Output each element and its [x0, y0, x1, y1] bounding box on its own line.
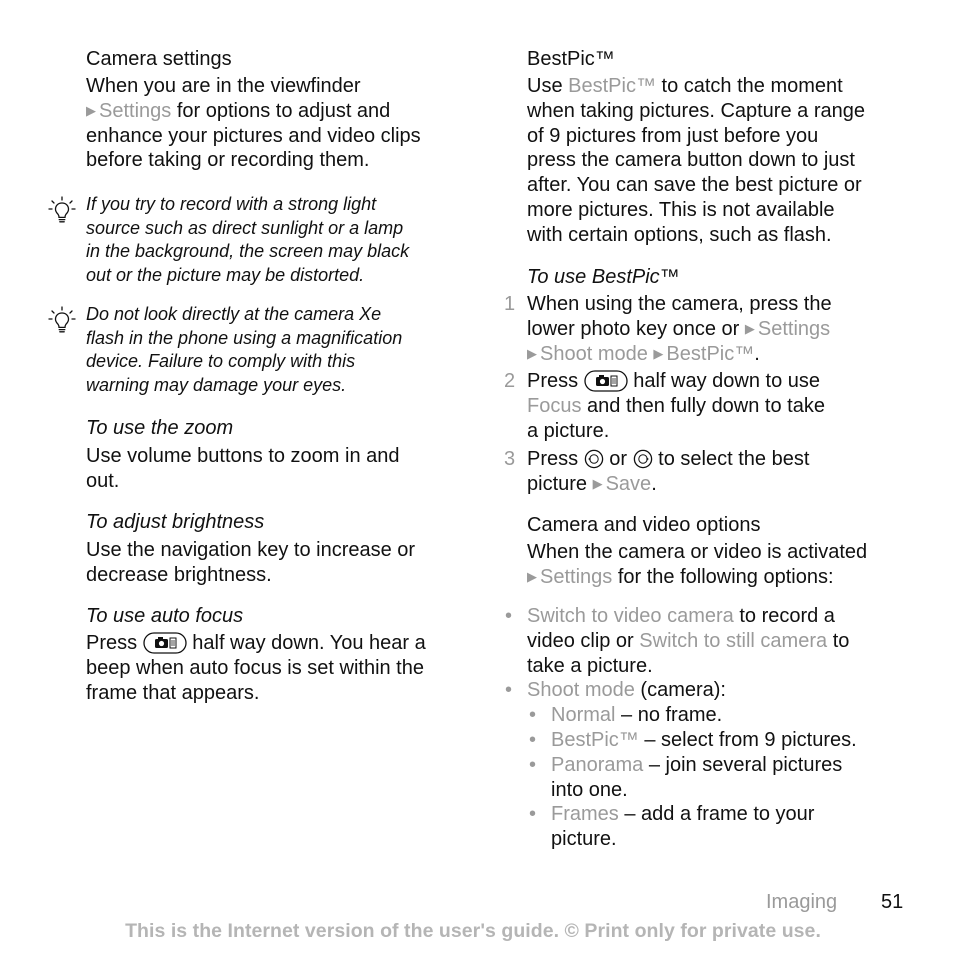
brightness-line: Use the navigation key to increase or	[86, 539, 416, 561]
bestpic-link[interactable]: BestPic™	[666, 342, 755, 365]
tip-2-line: Do not look directly at the camera Xe	[86, 304, 382, 324]
step-number: 2	[504, 370, 516, 392]
step-2-line-1	[527, 369, 927, 394]
bullet-icon: •	[529, 729, 537, 751]
footer-section-name: Imaging	[766, 891, 838, 913]
brightness-text	[86, 538, 486, 588]
options-heading: Camera and video options	[527, 514, 761, 536]
step-3-line-1	[527, 447, 927, 472]
step-3	[527, 447, 927, 497]
step-2-line-3: a picture.	[527, 419, 610, 442]
bestpic-line: after. You can save the best picture or	[527, 174, 862, 197]
frames-link[interactable]: Frames	[551, 803, 619, 825]
switch-to-still-link[interactable]: Switch to still camera	[639, 629, 828, 652]
step-2-line-1-text: half way down to use	[633, 370, 821, 392]
tip-camera-flash	[86, 303, 486, 397]
bullet-icon: •	[505, 605, 513, 627]
step-1-line-1: When using the camera, press the	[527, 293, 832, 315]
panorama-link[interactable]: Panorama	[551, 754, 644, 776]
shoot-mode-link[interactable]: Shoot mode	[540, 342, 648, 365]
step-3-period: .	[651, 472, 657, 495]
bestpic-line: with certain options, such as flash.	[527, 223, 832, 246]
step-3-line-1-text: to select the best	[658, 448, 810, 470]
options-line-1: When the camera or video is activated	[527, 541, 868, 563]
switch-line-1	[527, 604, 927, 629]
camera-settings-line-3: enhance your pictures and video clips	[86, 124, 421, 147]
zoom-line: Use volume buttons to zoom in and	[86, 445, 400, 467]
brightness-heading: To adjust brightness	[86, 511, 265, 533]
bestpic-line-1	[527, 74, 927, 99]
bestpic-link[interactable]: BestPic™	[551, 729, 639, 751]
arrow-right-icon: ▶	[86, 102, 96, 118]
bullet-icon: •	[529, 704, 537, 726]
autofocus-press: Press	[86, 632, 138, 654]
shoot-mode-bestpic	[551, 728, 931, 753]
arrow-right-icon: ▶	[527, 345, 537, 361]
focus-link[interactable]: Focus	[527, 394, 582, 417]
tip-2-line: flash in the phone using a magnification	[86, 327, 403, 348]
step-1	[527, 292, 927, 366]
bestpic-heading: BestPic™	[527, 48, 615, 70]
normal-link[interactable]: Normal	[551, 704, 616, 726]
camera-key-icon	[584, 370, 628, 392]
tip-1-line: out or the picture may be distorted.	[86, 264, 365, 285]
bestpic-line: when taking pictures. Capture a range	[527, 99, 865, 122]
step-3-line-2	[527, 472, 927, 497]
bullet-icon: •	[505, 679, 513, 701]
step-2-line-2-text: and then fully down to take	[587, 394, 825, 417]
frames-text: – add a frame to your	[624, 803, 815, 825]
camera-key-icon	[143, 632, 187, 654]
camera-settings-text	[86, 74, 486, 173]
step-1-line-2-text: lower photo key once or	[527, 317, 740, 340]
autofocus-line-3: frame that appears.	[86, 681, 260, 704]
bestpic-line: of 9 pictures from just before you	[527, 124, 819, 147]
switch-to-video-link[interactable]: Switch to video camera	[527, 605, 734, 627]
zoom-line: out.	[86, 469, 120, 492]
camera-settings-line-1: When you are in the viewfinder	[86, 75, 361, 97]
arrow-right-icon: ▶	[744, 320, 755, 336]
shoot-mode-normal	[551, 703, 931, 728]
step-number: 1	[504, 293, 516, 315]
switch-line-2-text: video clip or	[527, 629, 634, 652]
shoot-mode-text: (camera):	[640, 679, 726, 701]
brightness-line: decrease brightness.	[86, 563, 272, 586]
options-intro	[527, 540, 927, 590]
settings-link[interactable]: Settings	[757, 317, 831, 340]
autofocus-line-1-text: half way down. You hear a	[192, 632, 426, 654]
tip-2-line: warning may damage your eyes.	[86, 374, 347, 395]
camera-settings-line-2	[86, 99, 486, 124]
autofocus-line-1	[86, 631, 486, 656]
bestpic-line-1-text: to catch the moment	[661, 75, 843, 97]
shoot-mode-frames	[551, 802, 931, 852]
panorama-text: – join several pictures	[648, 754, 843, 776]
step-1-line-2	[527, 317, 927, 342]
nav-left-key-icon	[584, 449, 604, 469]
save-link[interactable]: Save	[605, 472, 652, 495]
nav-right-key-icon	[633, 449, 653, 469]
bestpic-line: press the camera button down to just	[527, 149, 855, 172]
settings-link[interactable]: Settings	[540, 565, 613, 588]
zoom-text	[86, 444, 486, 494]
panorama-line-2: into one.	[551, 778, 628, 801]
camera-settings-heading: Camera settings	[86, 48, 232, 70]
camera-settings-line-4: before taking or recording them.	[86, 149, 370, 172]
step-1-period: .	[754, 342, 760, 365]
settings-link[interactable]: Settings	[99, 99, 172, 122]
step-3-picture: picture	[527, 472, 588, 495]
frames-line-2: picture.	[551, 827, 617, 850]
bestpic-line: more pictures. This is not available	[527, 198, 835, 221]
tip-2-line: device. Failure to comply with this	[86, 351, 356, 371]
bestpic-link[interactable]: BestPic™	[568, 75, 656, 97]
tip-1-line: If you try to record with a strong light	[86, 194, 377, 214]
step-2-line-2	[527, 394, 927, 419]
internet-version-notice: This is the Internet version of the user's guide. © Print only for private use.	[125, 920, 821, 942]
switch-line-1-text: to record a	[739, 605, 835, 627]
step-3-press: Press	[527, 448, 579, 470]
arrow-right-icon: ▶	[653, 345, 664, 361]
options-line-2-text: for the following options:	[617, 565, 834, 588]
step-1-line-3	[527, 342, 927, 367]
panorama-line-1	[551, 753, 931, 778]
autofocus-heading: To use auto focus	[86, 605, 244, 627]
step-number: 3	[504, 448, 516, 470]
switch-line-3: take a picture.	[527, 654, 653, 677]
bestpic-text	[527, 74, 927, 248]
switch-line-2-to: to	[832, 629, 850, 652]
options-line-2	[527, 565, 927, 590]
option-shoot-mode	[527, 678, 927, 703]
step-2	[527, 369, 927, 443]
bullet-icon: •	[529, 754, 537, 776]
tip-1-line: source such as direct sunlight or a lamp	[86, 217, 404, 238]
zoom-heading: To use the zoom	[86, 417, 234, 439]
step-3-or: or	[609, 448, 628, 470]
lightbulb-tip-icon	[47, 195, 77, 225]
shoot-mode-panorama	[551, 753, 931, 803]
switch-line-2	[527, 629, 927, 654]
arrow-right-icon: ▶	[527, 568, 537, 584]
option-switch-camera	[527, 604, 927, 678]
tip-1-line: in the background, the screen may black	[86, 241, 410, 261]
step-2-press: Press	[527, 370, 579, 392]
arrow-right-icon: ▶	[592, 475, 603, 491]
lightbulb-warning-icon	[47, 305, 77, 335]
autofocus-line-2: beep when auto focus is set within the	[86, 656, 424, 679]
autofocus-text	[86, 631, 486, 705]
normal-text: – no frame.	[621, 704, 723, 726]
frames-line-1	[551, 802, 931, 827]
shoot-mode-link[interactable]: Shoot mode	[527, 679, 635, 701]
bestpic-text: – select from 9 pictures.	[644, 729, 857, 751]
bullet-icon: •	[529, 803, 537, 825]
camera-settings-line-2-text: for options to adjust and	[176, 99, 391, 122]
tip-light-source	[86, 193, 486, 287]
bestpic-use: Use	[527, 75, 563, 97]
page-number: 51	[881, 891, 904, 913]
use-bestpic-heading: To use BestPic™	[527, 266, 680, 288]
